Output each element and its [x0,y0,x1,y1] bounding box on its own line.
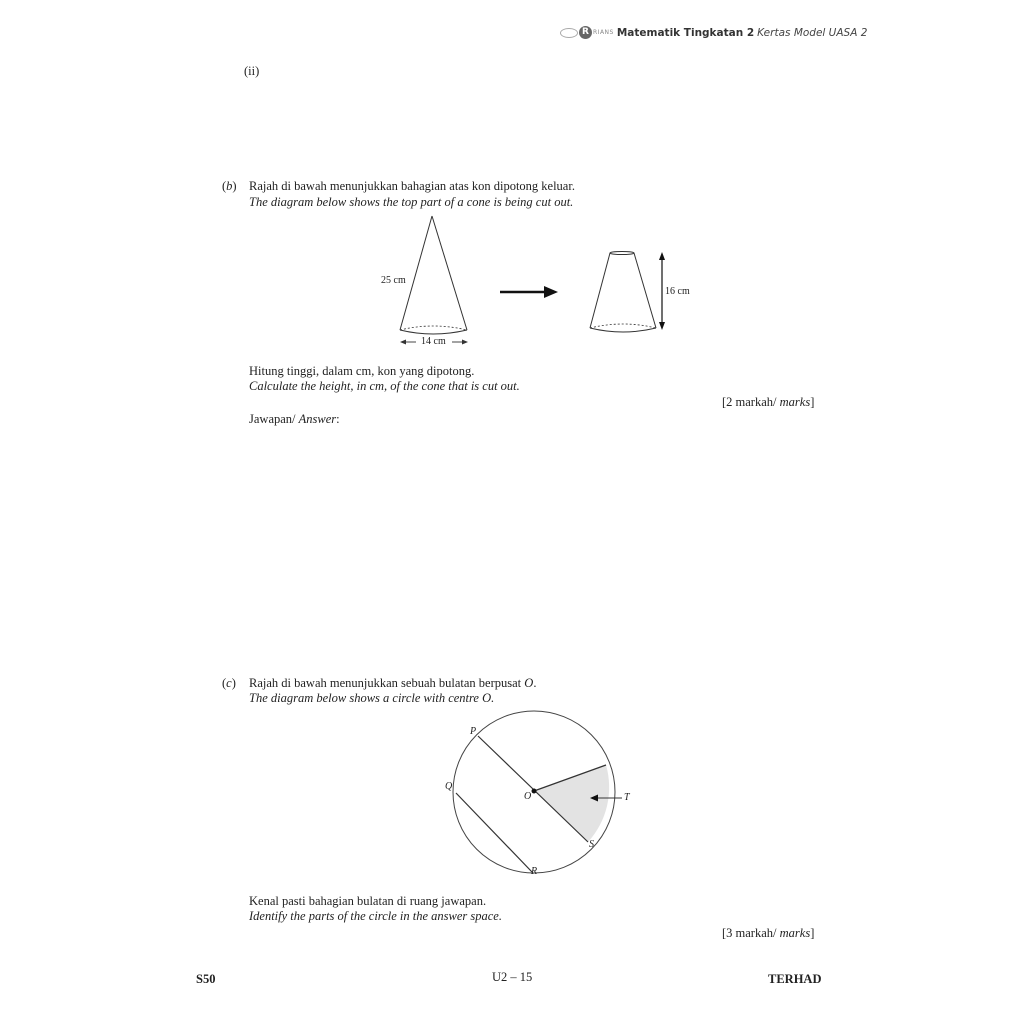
part-c-letter: c [226,676,232,690]
question-ms-var: O [524,676,534,690]
point-Q-label: Q [445,781,453,792]
frustum-height-label: 16 cm [665,286,690,297]
logo-letter: R [579,26,592,39]
book-title: Matematik Tingkatan 2 [616,26,755,39]
centre-point [532,789,537,794]
answer-colon: : [336,412,340,426]
part-b-question-ms: Rajah di bawah menunjukkan bahagian atas kon dipotong keluar. [249,179,575,193]
part-b-letter: b [226,179,233,193]
part-c-question-ms [249,675,536,691]
logo-swirl-icon [560,28,578,38]
part-ii-label: (ii) [244,64,260,78]
marks-close: ] [810,395,815,409]
marks-number: [3 markah/ [722,926,777,940]
point-P-label: P [470,726,477,737]
point-R-label: R [531,866,538,877]
part-b-task-ms: Hitung tinggi, dalam cm, kon yang dipotong. [249,364,475,378]
footer-code: S50 [196,972,216,986]
answer-en: Answer [298,412,337,426]
chord-QR [456,793,532,872]
diameter-label: 14 cm [421,336,446,347]
book-subtitle: Kertas Model UASA 2 [757,26,868,39]
part-b-question-en: The diagram below shows the top part of a cone is being cut out. [249,195,574,209]
marks-close: ] [810,926,815,940]
point-S-label: S [589,839,594,850]
transform-arrow-icon [500,286,558,298]
answer-ms: Jawapan/ [249,412,296,426]
part-c-task-ms: Kenal pasti bahagian bulatan di ruang jawapan. [249,894,487,908]
part-b-task-en: Calculate the height, in cm, of the cone that is cut out. [249,379,520,393]
cone-diagram [370,210,700,355]
part-c-label: (c) [222,676,236,690]
question-ms-text: Rajah di bawah menunjukkan sebuah bulatan berpusat [249,676,525,690]
point-T-label: T [624,792,630,803]
slant-height-label: 25 cm [381,275,406,286]
logo-text: RIANS [593,29,614,36]
shaded-sector-T [534,765,609,842]
marks-en: marks [779,926,811,940]
marks-en: marks [779,395,811,409]
part-b-label: (b) [222,179,237,193]
question-ms-suffix: . [533,676,537,690]
circle-diagram [430,705,650,885]
part-c-task-en: Identify the parts of the circle in the answer space. [249,909,502,923]
part-c-question-en: The diagram below shows a circle with centre O. [249,691,495,705]
part-c-marks [722,926,814,941]
marks-number: [2 markah/ [722,395,777,409]
publisher-logo [560,26,614,39]
classification-label: TERHAD [768,972,822,986]
point-O-label: O [524,791,532,802]
running-header [560,26,868,39]
page-number: U2 – 15 [492,970,533,984]
part-b-answer-label [249,411,340,427]
frustum [590,252,656,333]
part-b-marks [722,395,814,410]
full-cone [400,216,467,334]
